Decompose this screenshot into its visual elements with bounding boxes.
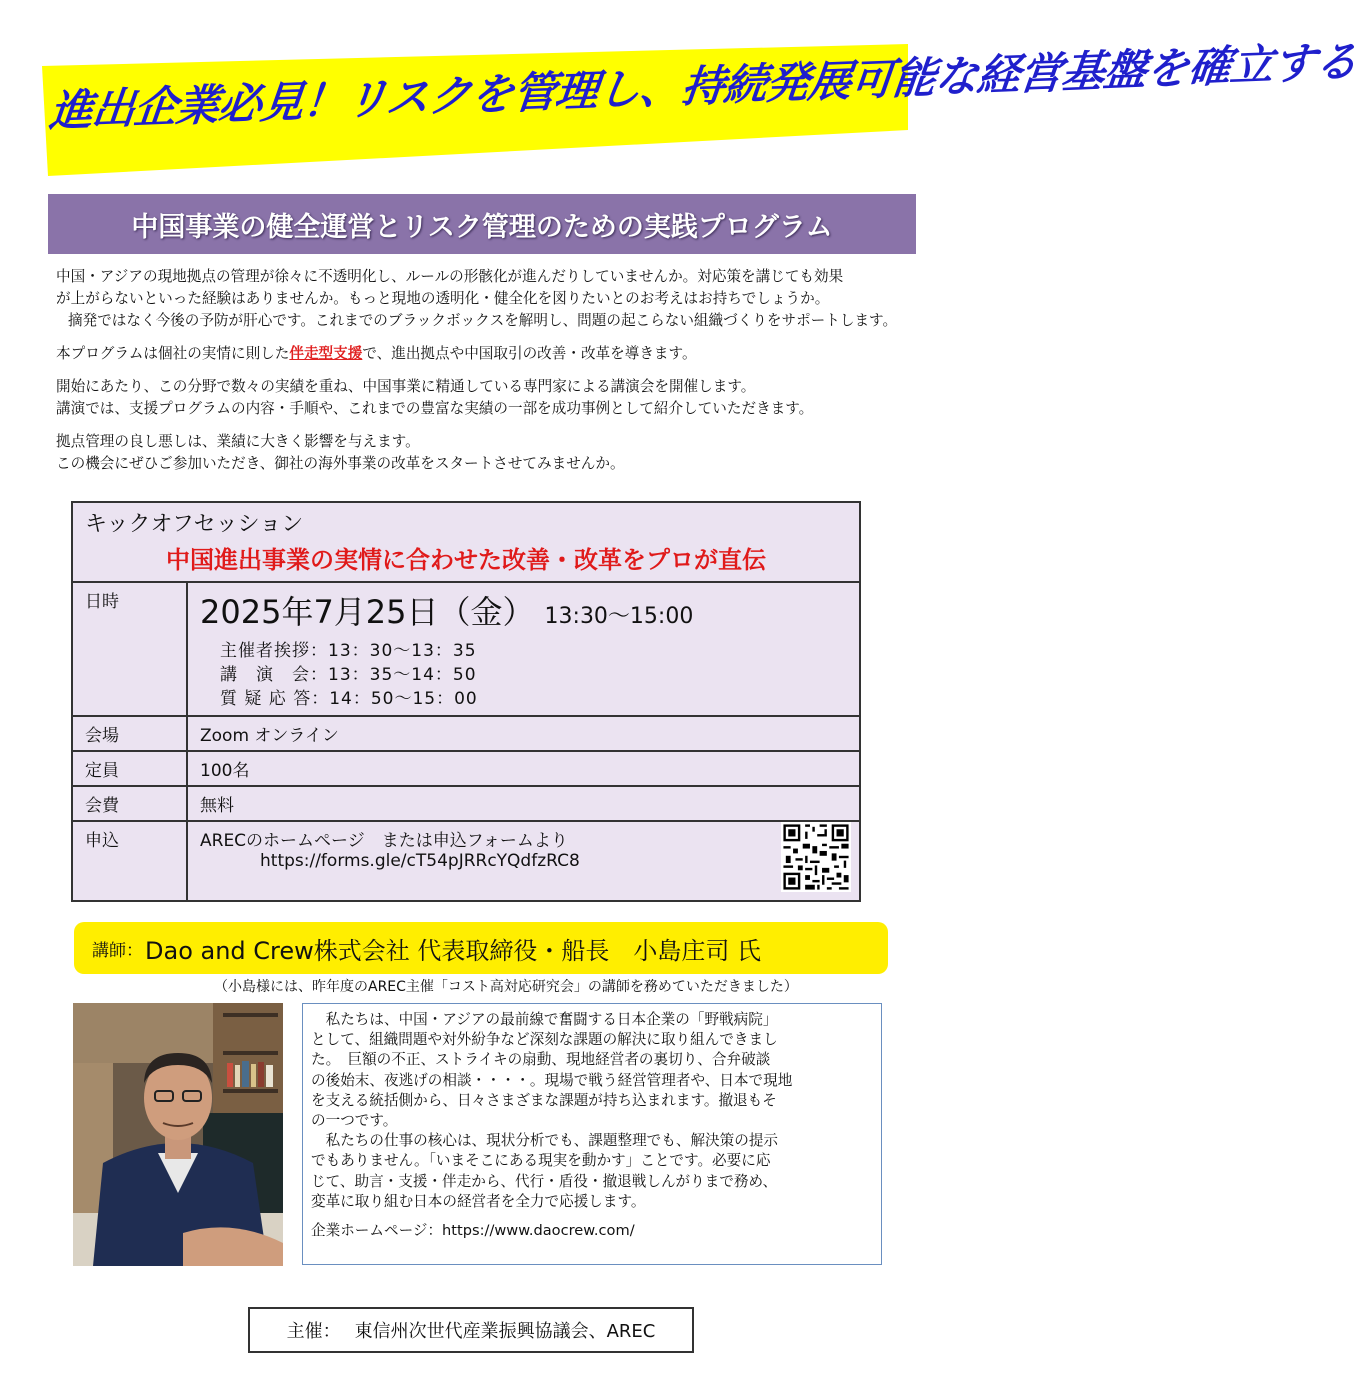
capacity-row <box>72 751 860 786</box>
organizer-names: 東信州次世代産業振興協議会、AREC <box>354 1321 656 1342</box>
headline-title: 進出企業必見！リスクを管理し、持続発展可能な経営基盤を確立する <box>47 37 1360 137</box>
description-line: を支える統括側から、日々さまざまな課題が持ち込まれます。撤退もそ <box>311 1091 777 1109</box>
lecturer-bar <box>74 922 888 974</box>
capacity-label: 定員 <box>72 751 187 786</box>
intro-line: が上がらないといった経験はありませんか。もっと現地の透明化・健全化を図りたいとのお考えはお持ちでしょうか。 <box>56 290 830 307</box>
description-line: 私たちは、中国・アジアの最前線で奮闘する日本企業の「野戦病院」 <box>311 1011 778 1028</box>
lecturer-photo <box>73 1003 283 1266</box>
intro-paragraph-2 <box>56 343 936 365</box>
intro-line: 講演では、支援プログラムの内容・手順や、これまでの豊富な実績の一部を成功事例として紹介していただきます。 <box>56 400 814 417</box>
qr-code-icon[interactable] <box>781 822 851 892</box>
event-time: 13:30～15:00 <box>544 604 694 629</box>
venue-value: Zoom オンライン <box>187 716 860 751</box>
organizer-box <box>248 1307 694 1353</box>
intro-line: この機会にぜひご参加いただき、御社の海外事業の改革をスタートさせてみませんか。 <box>56 455 625 472</box>
date-label: 日時 <box>72 582 187 716</box>
schedule-item: 質 疑 応 答：14：50～15：00 <box>220 689 478 709</box>
session-title: キックオフセッション <box>85 512 304 537</box>
description-line: た。 巨額の不正、ストライキの扇動、現地経営者の裏切り、合弁破談 <box>311 1051 771 1069</box>
date-cell <box>187 582 860 716</box>
headline-banner <box>40 37 1360 176</box>
venue-label: 会場 <box>72 716 187 751</box>
intro-line: 中国・アジアの現地拠点の管理が徐々に不透明化し、ルールの形骸化が進んだりしていませんか。対応策を講じても効果 <box>56 268 844 285</box>
company-homepage-link[interactable]: 企業ホームページ：https://www.daocrew.com/ <box>311 1222 635 1240</box>
intro-text-before: 本プログラムは個社の実情に則した <box>56 345 290 362</box>
schedule-list <box>220 639 847 711</box>
description-line: の後始末、夜逃げの相談・・・・。現場で戦う経営管理者や、日本で現地 <box>311 1071 793 1089</box>
apply-row <box>72 821 860 901</box>
description-line: として、組織問題や対外紛争など深刻な課題の解決に取り組んできまし <box>311 1031 778 1049</box>
session-cell <box>72 502 860 582</box>
venue-row <box>72 716 860 751</box>
apply-text: ARECのホームページ または申込フォームより <box>200 831 568 851</box>
highlight-support: 伴走型支援 <box>289 345 363 362</box>
organizer-label: 主催： <box>286 1321 341 1342</box>
intro-paragraph-1 <box>56 266 936 332</box>
lecturer-note: （小島様には、昨年度のAREC主催「コスト高対応研究会」の講師を務めていただきました） <box>214 979 798 995</box>
event-date: 2025年7月25日（金） <box>200 593 535 631</box>
apply-label: 申込 <box>72 821 187 901</box>
lecturer-prefix: 講師： <box>92 940 143 961</box>
apply-url-link[interactable]: https://forms.gle/cT54pJRRcYQdfzRC8 <box>260 851 580 871</box>
intro-text-after: で、進出拠点や中国取引の改善・改革を導きます。 <box>362 345 697 362</box>
intro-line: 拠点管理の良し悪しは、業績に大きく影響を与えます。 <box>56 433 420 450</box>
description-line: でもありません。「いまそこにある現実を動かす」ことです。必要に応 <box>311 1152 771 1170</box>
intro-paragraph-4 <box>56 431 936 475</box>
portrait-image <box>73 1003 283 1266</box>
schedule-item: 講 演 会：13：35～14：50 <box>220 665 477 685</box>
fee-value: 無料 <box>187 786 860 821</box>
schedule-item: 主催者挨拶：13：30～13：35 <box>220 641 477 661</box>
date-row <box>72 582 860 716</box>
session-subtitle: 中国進出事業の実情に合わせた改善・改革をプロが直伝 <box>166 546 766 574</box>
lecturer-name: Dao and Crew株式会社 代表取締役・船長 小島庄司 氏 <box>145 936 762 965</box>
fee-label: 会費 <box>72 786 187 821</box>
description-line: 変革に取り組む日本の経営者を全力で応援します。 <box>311 1192 646 1210</box>
company-description <box>302 1003 882 1265</box>
intro-line: 開始にあたり、この分野で数々の実績を重ね、中国事業に精通している専門家による講演会を開催します。 <box>56 378 756 395</box>
fee-row <box>72 786 860 821</box>
description-line: じて、助言・支援・伴走から、代行・盾役・撤退戦しんがりまで務め、 <box>311 1172 778 1190</box>
description-line: の一つです。 <box>311 1112 398 1130</box>
capacity-value: 100名 <box>187 751 860 786</box>
intro-text <box>56 266 936 486</box>
intro-paragraph-3 <box>56 376 936 420</box>
session-row <box>72 502 860 582</box>
description-line: 私たちの仕事の核心は、現状分析でも、課題整理でも、解決策の提示 <box>311 1132 779 1150</box>
program-title: 中国事業の健全運営とリスク管理のための実践プログラム <box>48 194 916 254</box>
apply-cell <box>187 821 860 901</box>
intro-line: 摘発ではなく今後の予防が肝心です。これまでのブラックボックスを解明し、問題の起こらない組織づくりをサポートします。 <box>68 312 898 329</box>
event-info-table <box>71 501 861 902</box>
